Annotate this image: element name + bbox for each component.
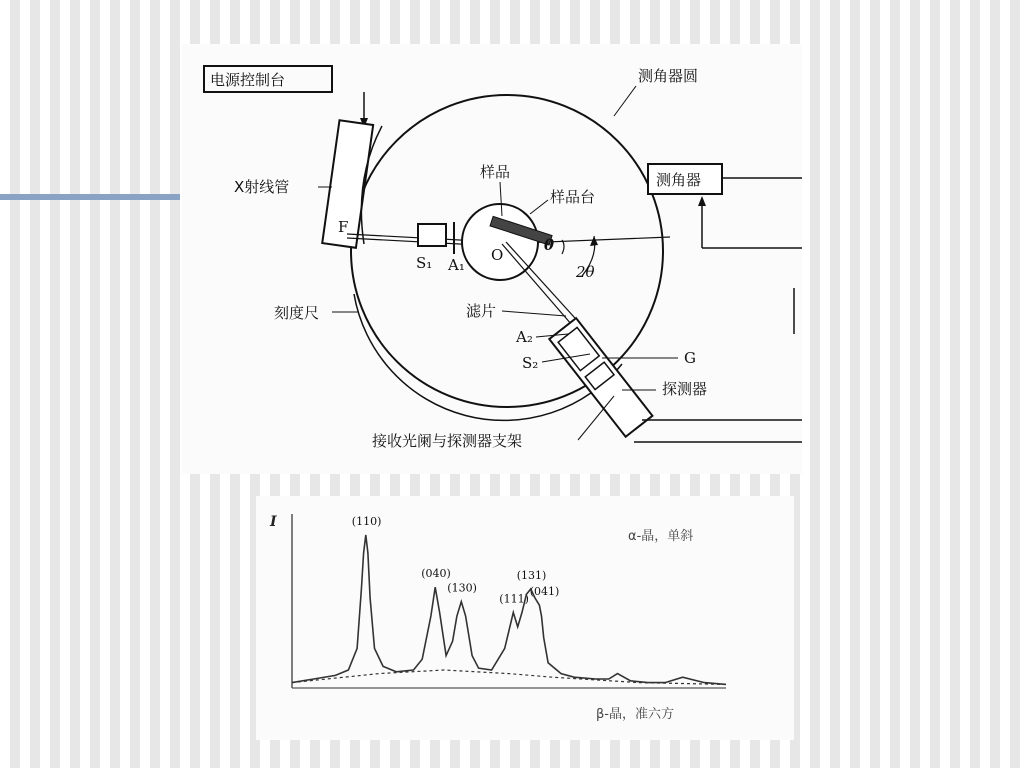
a1-label: A₁ bbox=[448, 256, 465, 274]
peak-label: (110) bbox=[351, 515, 382, 528]
focus-label: F bbox=[338, 218, 349, 236]
two-theta-arrowhead bbox=[590, 236, 598, 246]
bracket-leader bbox=[578, 396, 614, 440]
goniometer-label: 测角器 bbox=[656, 171, 702, 189]
filter-leader bbox=[502, 311, 566, 316]
peak-label: (040) bbox=[421, 567, 451, 581]
diffracted-beam-2 bbox=[506, 242, 584, 328]
xrd-intensity-curve bbox=[292, 535, 726, 684]
peak-label: (111) bbox=[499, 592, 529, 606]
diffracted-beam-1 bbox=[502, 244, 578, 332]
legend-beta: β-晶，准六方 bbox=[596, 707, 674, 722]
detector-label: 探测器 bbox=[662, 380, 708, 398]
diffractometer-svg bbox=[182, 44, 802, 474]
s1-label: S₁ bbox=[416, 254, 433, 272]
xray-tube-label: X射线管 bbox=[234, 178, 290, 196]
goniometer-circle-label: 测角器圆 bbox=[638, 67, 699, 85]
sample-label: 样品 bbox=[480, 163, 511, 181]
two-theta-label: 2θ bbox=[576, 263, 595, 281]
filter-label: 滤片 bbox=[466, 302, 497, 320]
power-console-label: 电源控制台 bbox=[210, 71, 286, 89]
theta-arc bbox=[562, 240, 564, 254]
sample-stage-label: 样品台 bbox=[550, 188, 596, 206]
sample-stage bbox=[462, 204, 538, 280]
s2-label: S₂ bbox=[522, 354, 539, 372]
bracket-label: 接收光阑与探测器支架 bbox=[372, 432, 523, 450]
origin-label: O bbox=[491, 246, 504, 264]
peak-label: (041) bbox=[529, 585, 560, 599]
y-axis-label: I bbox=[270, 514, 277, 530]
scale-label: 刻度尺 bbox=[274, 304, 320, 322]
diffractometer-diagram bbox=[182, 44, 802, 474]
goniometer-circle-leader bbox=[614, 86, 636, 116]
xrd-pattern-svg bbox=[256, 496, 794, 740]
goniometer-arrowhead bbox=[698, 196, 706, 206]
xrd-pattern-chart bbox=[256, 496, 794, 740]
a2-label: A₂ bbox=[516, 328, 533, 346]
peak-label: (131) bbox=[516, 569, 547, 582]
title-accent-line bbox=[0, 194, 180, 200]
g-label: G bbox=[684, 349, 696, 367]
s1-slit bbox=[418, 224, 446, 246]
legend-alpha: α-晶，单斜 bbox=[628, 529, 694, 544]
theta-label: θ bbox=[544, 236, 555, 254]
peak-label: (130) bbox=[447, 581, 477, 595]
sample-stage-leader bbox=[530, 200, 548, 214]
